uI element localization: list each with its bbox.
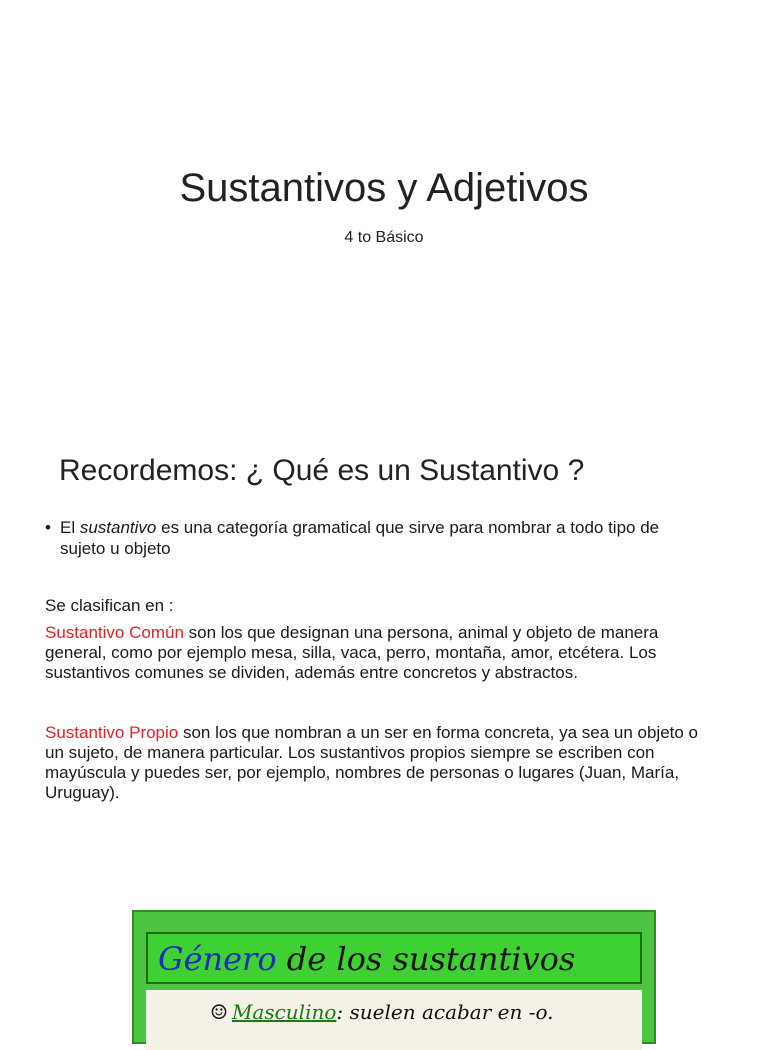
slide-title: Sustantivos y Adjetivos xyxy=(179,166,589,210)
proper-noun-paragraph xyxy=(45,723,715,803)
title-slide xyxy=(0,0,768,410)
definition-bullet xyxy=(45,517,705,559)
content-slide xyxy=(0,410,768,1024)
gender-panel-title: Género de los sustantivos xyxy=(158,940,576,978)
gender-panel-header xyxy=(146,932,642,984)
masculine-rule: ☺ Masculino: suelen acabar en -o. xyxy=(210,1000,554,1024)
common-noun-label: Sustantivo Común xyxy=(45,623,184,642)
classification-intro: Se clasifican en : xyxy=(45,596,174,615)
common-noun-paragraph xyxy=(45,623,715,683)
content-title: Recordemos: ¿ Qué es un Sustantivo ? xyxy=(59,454,585,487)
slide-subtitle: 4 to Básico xyxy=(344,229,424,246)
smile-icon: ☺ xyxy=(210,1000,228,1024)
bullet-icon: • xyxy=(45,518,51,537)
common-noun-text: son los que designan una persona, animal y objeto de manera general, como por ejemplo mesa, silla, vaca, perro, montaña, amor, etcétera. Los sustantivos comunes se dividen, además entre concretos y abstractos. xyxy=(45,623,659,682)
emphasis-word: sustantivo xyxy=(79,518,157,537)
proper-noun-text: son los que nombran a un ser en forma concreta, ya sea un objeto o un sujeto, de manera particular. Los sustantivos propios siempre se escriben con mayúscula y puedes ser, por ejemplo, nombres de personas o lugares (Juan, María, Uruguay). xyxy=(45,723,699,802)
gender-panel-body xyxy=(146,990,642,1050)
proper-noun-label: Sustantivo Propio xyxy=(45,723,179,742)
definition-text: El sustantivo es una categoría gramatical que sirve para nombrar a todo tipo de sujeto u objeto xyxy=(60,518,660,558)
